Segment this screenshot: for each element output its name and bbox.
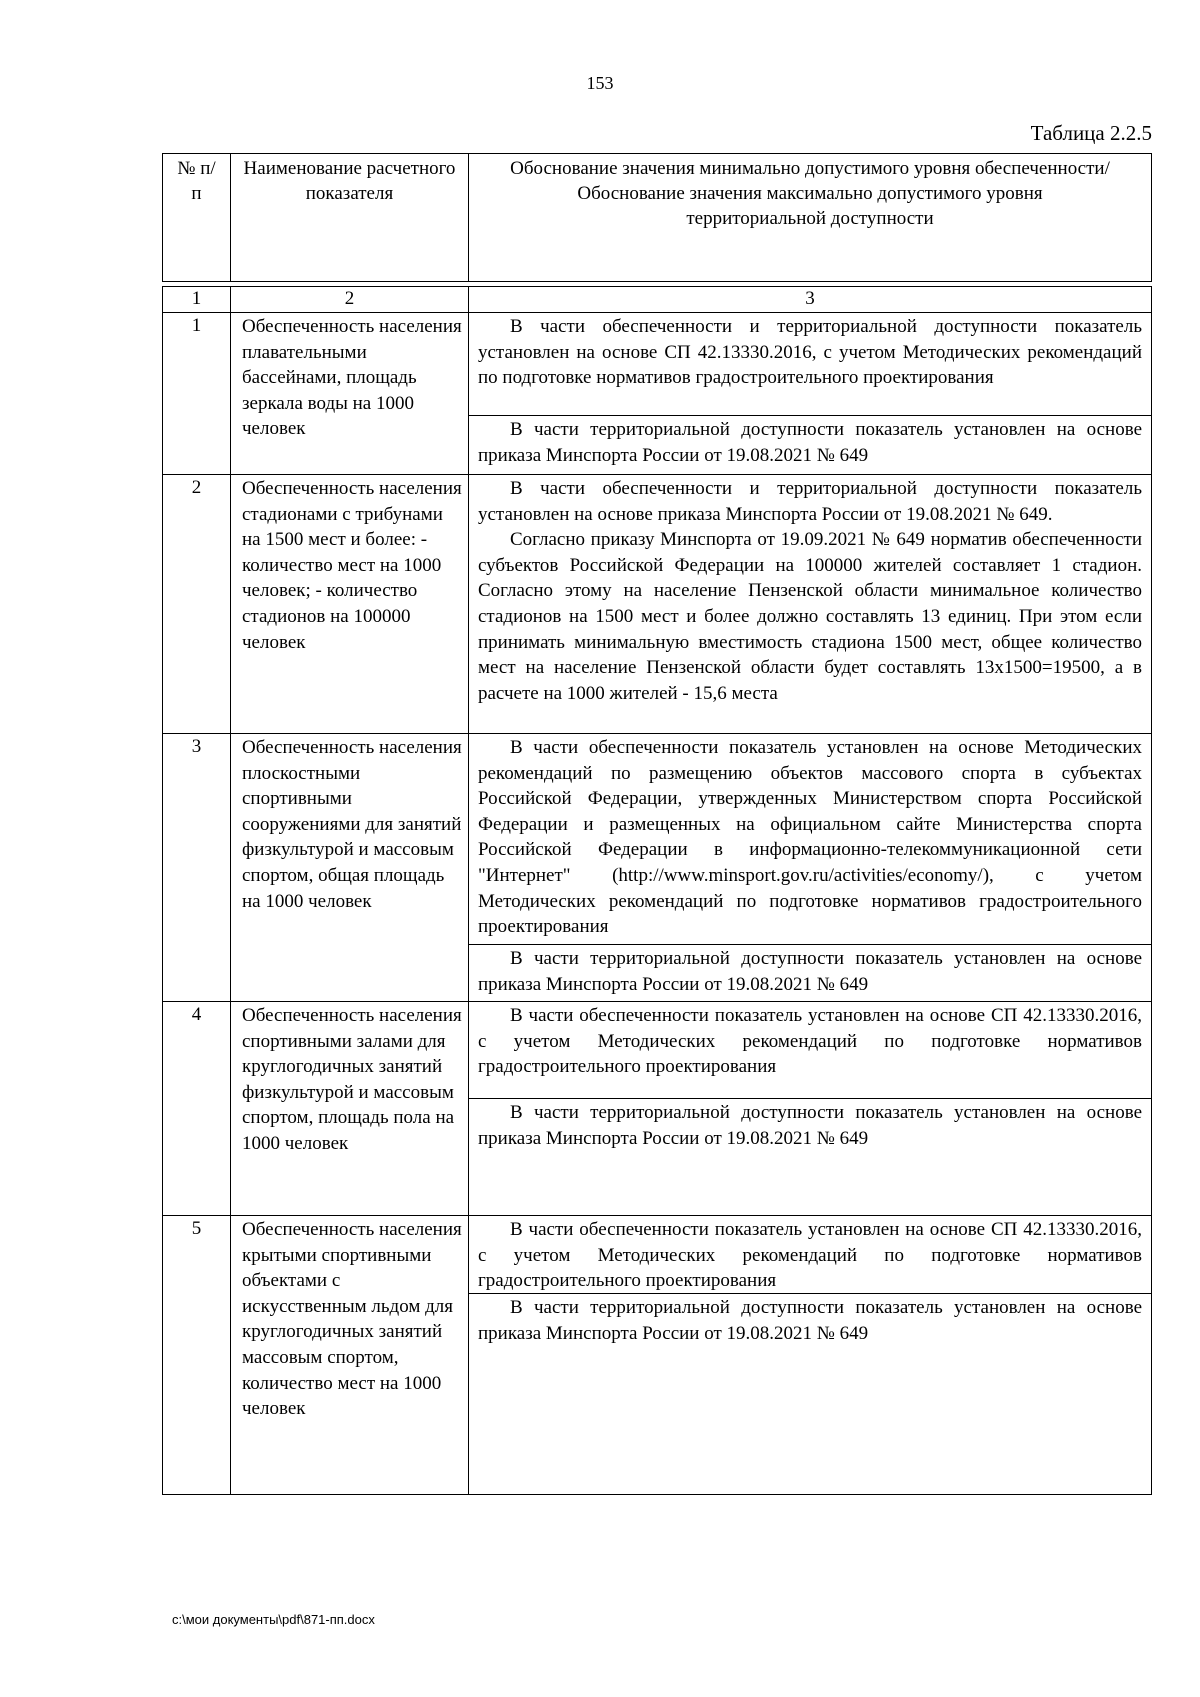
indicator-name: Обеспеченность населения плоскостными спортивными сооружениями для занятий физкультурой и массовым спортом, общая площадь на 1000 человек xyxy=(231,734,469,1002)
justification-accessibility: В части территориальной доступности показатель установлен на основе приказа Минспорта России от 19.08.2021 № 649 xyxy=(469,415,1151,468)
column-number-row xyxy=(163,287,1152,313)
justification-paragraph: Согласно приказу Минспорта от 19.09.2021 № 649 норматив обеспеченности субъектов Российской Федерации на 100000 жителей составляет 1 стадион. Согласно этому на население Пензенской области минимальное количество стадионов на 1500 мест и более должно составлять 13 единиц. При этом если принимать минимальную вместимость стадиона 1500 мест, общее количество мест на население Пензенской области будет составлять 13x1500=19500, а в расчете на 1000 жителей - 15,6 места xyxy=(478,529,1142,704)
column-number: 1 xyxy=(163,287,231,313)
table-row xyxy=(163,475,1152,734)
indicator-name: Обеспеченность населения стадионами с трибунами на 1500 мест и более: - количество мест на 1000 человек; - количество стадионов на 100000 человек xyxy=(231,475,469,734)
justification-paragraph: В части обеспеченности и территориальной доступности показатель установлен на основе приказа Минспорта России от 19.08.2021 № 649. xyxy=(478,478,1142,525)
justification-cell xyxy=(469,475,1152,734)
indicator-name: Обеспеченность населения крытыми спортивными объектами с искусственным льдом для круглогодичных занятий массовым спортом, количество мест на 1000 человек xyxy=(231,1216,469,1495)
column-number: 3 xyxy=(469,287,1152,313)
row-number: 4 xyxy=(163,1002,231,1216)
table-row xyxy=(163,1002,1152,1216)
justification-cell xyxy=(469,313,1152,475)
indicator-name: Обеспеченность населения спортивными залами для круглогодичных занятий физкультурой и массовым спортом, площадь пола на 1000 человек xyxy=(231,1002,469,1216)
justification-provision: В части обеспеченности показатель установлен на основе СП 42.13330.2016, с учетом Методических рекомендаций по подготовке нормативов градостроительного проектирования xyxy=(478,1005,1142,1078)
header-col-number: № п/п xyxy=(163,154,231,282)
table-header xyxy=(162,153,1152,282)
justification-provision: В части обеспеченности показатель установлен на основе Методических рекомендаций по размещению объектов массового спорта в субъектах Российской Федерации, утвержденных Министерством спорта Российской Федерации и размещенных на официальном сайте Министерства спорта Российской Федерации в информационно-телекоммуникационной сети "Интернет" (http://www.minsport.gov.ru/activities/economy/), с учетом Методических рекомендаций по подготовке нормативов градостроительного проектирования xyxy=(478,737,1142,938)
header-col-justification: Обоснование значения минимально допустимого уровня обеспеченности/ Обоснование значения максимально допустимого уровня территориальной доступности xyxy=(469,154,1152,282)
row-number: 2 xyxy=(163,475,231,734)
row-number: 1 xyxy=(163,313,231,475)
column-number: 2 xyxy=(231,287,469,313)
indicator-table xyxy=(162,286,1152,1495)
justification-cell xyxy=(469,1002,1152,1216)
header-col-name: Наименование расчетного показателя xyxy=(231,154,469,282)
justification-provision: В части обеспеченности показатель установлен на основе СП 42.13330.2016, с учетом Методических рекомендаций по подготовке нормативов градостроительного проектирования xyxy=(478,1219,1142,1292)
justification-accessibility: В части территориальной доступности показатель установлен на основе приказа Минспорта России от 19.08.2021 № 649 xyxy=(469,1293,1151,1346)
page-number: 153 xyxy=(586,73,614,93)
table-caption: Таблица 2.2.5 xyxy=(1030,121,1152,145)
justification-accessibility: В части территориальной доступности показатель установлен на основе приказа Минспорта России от 19.08.2021 № 649 xyxy=(469,944,1151,997)
row-number: 5 xyxy=(163,1216,231,1495)
table-row xyxy=(163,734,1152,1002)
footer-file-path: c:\мои документы\pdf\871-пп.docx xyxy=(172,1612,375,1627)
justification-cell xyxy=(469,1216,1152,1495)
justification-provision: В части обеспеченности и территориальной доступности показатель установлен на основе СП 42.13330.2016, с учетом Методических рекомендаций по подготовке нормативов градостроительного проектирования xyxy=(478,316,1142,389)
indicator-name: Обеспеченность населения плавательными бассейнами, площадь зеркала воды на 1000 человек xyxy=(231,313,469,475)
row-number: 3 xyxy=(163,734,231,1002)
justification-cell xyxy=(469,734,1152,1002)
table-row xyxy=(163,313,1152,475)
table-row xyxy=(163,1216,1152,1495)
justification-accessibility: В части территориальной доступности показатель установлен на основе приказа Минспорта России от 19.08.2021 № 649 xyxy=(469,1098,1151,1151)
